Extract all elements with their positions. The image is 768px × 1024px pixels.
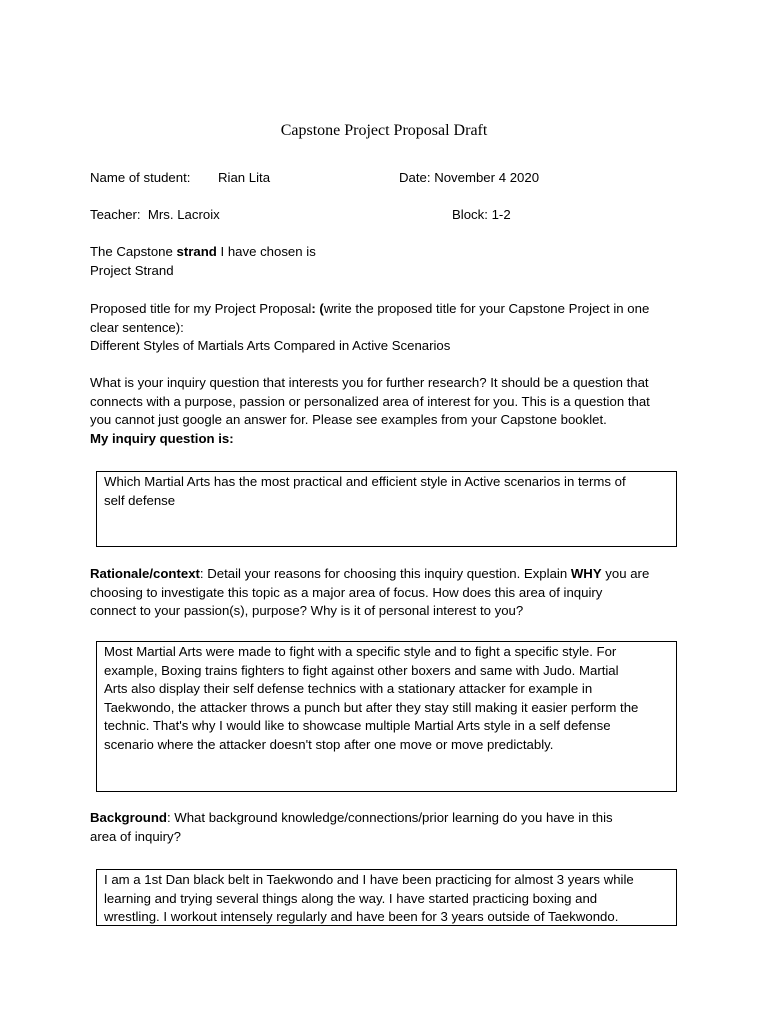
block-field [452, 206, 511, 225]
rationale-answer-line: example, Boxing trains fighters to fight against other boxers and same with Judo. Martial [104, 662, 619, 678]
background-answer-box[interactable] [96, 869, 677, 926]
date-label: Date: [399, 170, 431, 185]
date-field [399, 169, 539, 188]
inquiry-section [90, 374, 690, 448]
rationale-prompt-line: connect to your passion(s), purpose? Why is it of personal interest to you? [90, 603, 524, 619]
strand-section [90, 243, 690, 280]
strand-prompt: The Capstone strand I have chosen is [90, 244, 316, 259]
background-answer-line: I am a 1st Dan black belt in Taekwondo and I have been practicing for almost 3 years while [104, 872, 634, 887]
inquiry-prompt-line: What is your inquiry question that interests you for further research? It should be a question that [90, 375, 649, 390]
teacher-value: Mrs. Lacroix [147, 207, 220, 222]
rationale-answer-line: Taekwondo, the attacker throws a punch but after they stay still making it easier perform the [104, 699, 639, 715]
proposed-title-answer: Different Styles of Martials Arts Compared in Active Scenarios [90, 338, 451, 354]
background-answer-line: learning and trying several things along the way. I have started practicing boxing and [104, 890, 598, 906]
background-section [90, 809, 690, 846]
inquiry-prompt-line: connects with a purpose, passion or personalized area of interest for you. This is a question that [90, 393, 650, 409]
background-prompt-line2: area of inquiry? [90, 828, 181, 844]
proposed-title-section [90, 300, 690, 356]
rationale-answer-line: Most Martial Arts were made to fight with a specific style and to fight a specific style. For [104, 644, 617, 659]
inquiry-prompt-line: you cannot just google an answer for. Please see examples from your Capstone booklet. [90, 412, 607, 428]
block-label: Block: [452, 207, 488, 222]
student-name-label: Name of student: [90, 170, 191, 185]
background-answer-line: wrestling. I workout intensely regularly and have been for 3 years outside of Taekwondo. [104, 909, 619, 925]
teacher-label: Teacher: [90, 207, 141, 222]
student-name-value: Rian Lita [218, 170, 271, 185]
rationale-section [90, 565, 690, 621]
inquiry-heading: My inquiry question is: [90, 430, 234, 446]
inquiry-answer-box[interactable] [96, 471, 677, 547]
rationale-answer-line: technic. That's why I would like to showcase multiple Martial Arts style in a self defense [104, 718, 611, 734]
block-value: 1-2 [491, 207, 511, 222]
proposed-title-prompt-line2: clear sentence): [90, 319, 184, 335]
rationale-prompt: Rationale/context: Detail your reasons for choosing this inquiry question. Explain WHY you are [90, 566, 650, 581]
proposed-title-prompt: Proposed title for my Project Proposal: (write the proposed title for your Capstone Project in one [90, 301, 650, 316]
date-value: November 4 2020 [434, 170, 540, 185]
rationale-prompt-line: choosing to investigate this topic as a major area of focus. How does this area of inquiry [90, 584, 603, 600]
background-prompt: Background: What background knowledge/connections/prior learning do you have in this [90, 810, 613, 825]
rationale-answer-line: Arts also display their self defense technics with a stationary attacker for example in [104, 681, 593, 697]
strand-answer: Project Strand [90, 262, 174, 278]
inquiry-answer-line: self defense [104, 492, 176, 508]
rationale-answer-box[interactable] [96, 641, 677, 792]
rationale-answer-line: scenario where the attacker doesn't stop after one move or move predictably. [104, 736, 554, 752]
inquiry-answer-line: Which Martial Arts has the most practical and efficient style in Active scenarios in terms of [104, 474, 626, 489]
page-title: Capstone Project Proposal Draft [280, 122, 488, 139]
teacher-field [90, 206, 220, 225]
